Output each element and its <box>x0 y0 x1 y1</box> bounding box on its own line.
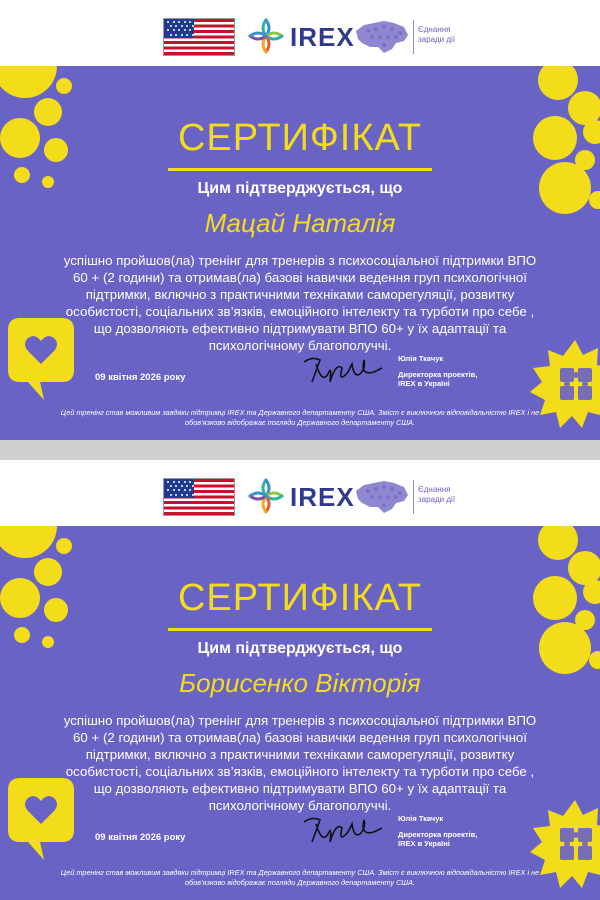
irex-logo-icon <box>246 476 286 516</box>
irex-logo-icon <box>246 16 286 56</box>
certificate-body: успішно пройшов(ла) тренінг для тренерів з психосоціальної підтримки ВПО 60 + (2 години) та отримав(ла) базові навички ведення груп психологічної підтримки, включно з практичними техніками саморегуляції, розвитку особистості, соціальних зв’язків, емоційного інтелекту та турботи про себе , що дозволяють ефективно підтримувати ВПО 60+ у їх адаптації та психологічному благополуччі. <box>63 713 537 813</box>
signer-name: Юлія Ткачук <box>398 354 444 363</box>
recipient-name: Мацай Наталія <box>204 208 396 238</box>
logo-header <box>0 460 600 526</box>
signature-icon <box>302 354 384 386</box>
certificate-date: 09 квітня 2026 року <box>95 832 186 843</box>
title-underline <box>168 628 432 631</box>
unity-slogan: Єднання заради дії <box>418 25 456 44</box>
certificate-2 <box>0 460 600 900</box>
confirm-text: Цим підтверджується, що <box>197 640 403 657</box>
certificate-title: СЕРТИФІКАТ <box>177 117 423 159</box>
confirm-text: Цим підтверджується, що <box>197 180 403 197</box>
logo-divider <box>413 20 414 54</box>
signer-block <box>398 814 477 848</box>
logo-divider <box>413 480 414 514</box>
signer-block <box>398 354 477 388</box>
certificate-title: СЕРТИФІКАТ <box>177 577 423 619</box>
irex-logo-text: IREX <box>290 22 355 52</box>
irex-logo-text: IREX <box>290 482 355 512</box>
title-underline <box>168 168 432 171</box>
disclaimer-text: Цей тренінг став можливим завдяки підтримці IREX та Державного департаменту США. Зміст є виключною відповідальністю IREX і не обов’язково відображає погляди Державного департаменту США. <box>60 868 540 887</box>
signature-icon <box>302 814 384 846</box>
unity-slogan: Єднання заради дії <box>418 485 456 504</box>
signer-position: Директорка проектів, IREX в Україні <box>398 830 478 848</box>
us-flag-icon <box>163 478 235 516</box>
signer-position: Директорка проектів, IREX в Україні <box>398 370 478 388</box>
certificate-1 <box>0 0 600 440</box>
logo-header <box>0 0 600 66</box>
ukraine-map-icon <box>354 477 410 517</box>
disclaimer-text: Цей тренінг став можливим завдяки підтримці IREX та Державного департаменту США. Зміст є виключною відповідальністю IREX і не обов’язково відображає погляди Державного департаменту США. <box>60 408 540 427</box>
recipient-name: Борисенко Вікторія <box>179 668 421 698</box>
ukraine-map-icon <box>354 17 410 57</box>
us-flag-icon <box>163 18 235 56</box>
signer-name: Юлія Ткачук <box>398 814 444 823</box>
certificate-date: 09 квітня 2026 року <box>95 372 186 383</box>
certificate-body: успішно пройшов(ла) тренінг для тренерів з психосоціальної підтримки ВПО 60 + (2 години) та отримав(ла) базові навички ведення груп психологічної підтримки, включно з практичними техніками саморегуляції, розвитку особистості, соціальних зв’язків, емоційного інтелекту та турботи про себе , що дозволяють ефективно підтримувати ВПО 60+ у їх адаптації та психологічному благополуччі. <box>63 253 537 353</box>
